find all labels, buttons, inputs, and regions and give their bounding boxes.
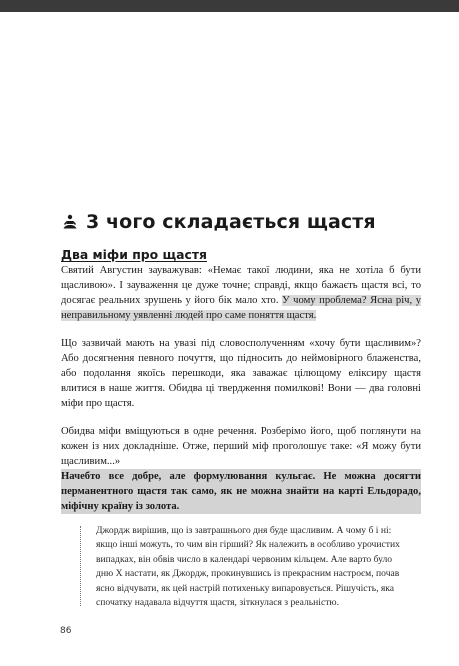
highlighted-box: Начебто все добре, але формулювання кульгає. Не можна досягти перманентного щастя так само, як не можна знайти на карті Ельдорадо, міфічну країну із золота.: [61, 471, 421, 512]
meditation-figure-icon: [62, 214, 78, 230]
paragraph-1: [61, 263, 421, 323]
top-bar: [0, 0, 459, 12]
section-title: Два міфи про щастя: [61, 247, 208, 262]
paragraph-3: Обидва міфи вміщуються в одне речення. Розберімо його, щоб поглянути на кожен із них докладніше. Отже, перший міф проголошує таке: «Я можу бути щасливим...»: [61, 426, 421, 467]
paragraph-1-highlight: У чому проблема? Ясна річ, у неправильному уявленні людей про саме поняття щастя.: [61, 295, 421, 321]
chapter-title: 3 чого складається щастя: [86, 211, 376, 233]
paragraph-1-text: Святий Августин зауважував: «Немає такої людини, яка не хотіла б бути щасливою». І зауваження це дуже точне; справді, якщо бажаєть щастя всі, то досягає реальних зрушень у його бік мало хто.: [61, 265, 421, 306]
quote-text: Джордж вирішив, що із завтрашнього дня буде щасливим. А чому б і ні: якщо інші можуть, то чим він гірший? Як належить в особливо урочистих випадках, він обвів число в календарі червоним кільцем. Але варто було дню Х настати, як Джордж, прокинувшись із прекрасним настроєм, почав ясно відчувати, як цей настрій потихеньку випаровується. Рішучість, яка спочатку надавала відчуття щастя, зіткнулася з реальністю.: [96, 525, 400, 609]
main-text: [61, 247, 421, 514]
chapter-heading: [62, 211, 422, 233]
page-number: 86: [60, 626, 72, 636]
paragraph-2: Що зазвичай мають на увазі під словосполученням «хочу бути щасливим»? Або досягнення певного почуття, що підносить до неймовірного блаженства, або подолання якоїсь перешкоди, яка заважає цілющому еліксиру щастя влитися в наше життя. Обидва ці твердження помилкові! Вони — два головні міфи про щастя.: [61, 338, 421, 409]
story-quote: [80, 524, 402, 610]
